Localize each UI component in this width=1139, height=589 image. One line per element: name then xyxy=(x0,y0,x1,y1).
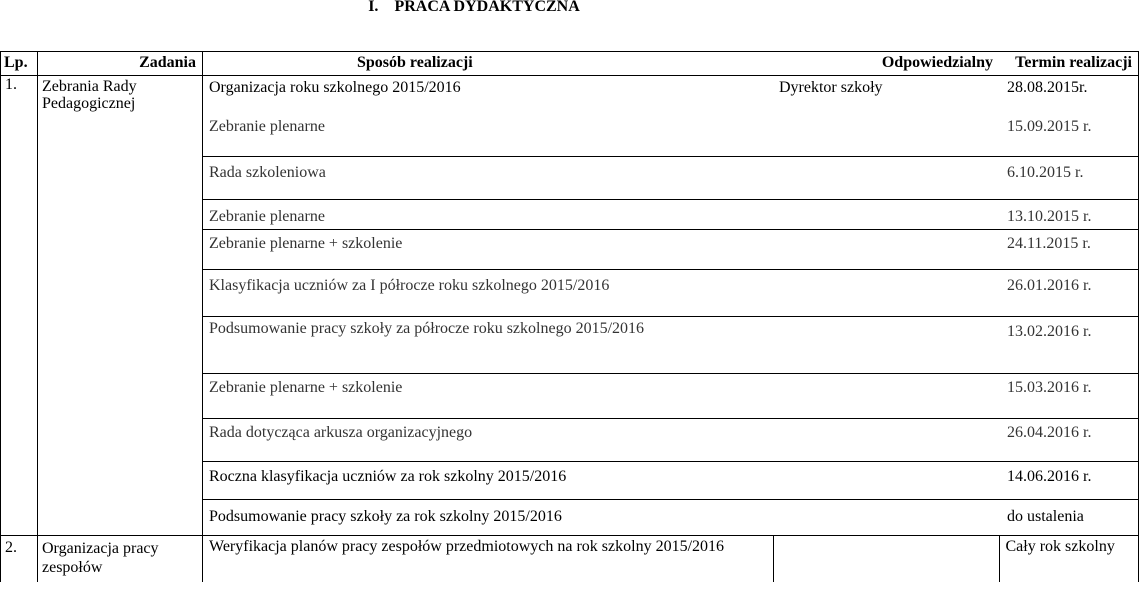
header-method: Sposób realizacji xyxy=(203,52,774,76)
method-cell xyxy=(203,536,774,582)
deadline-cell: 28.08.2015r. xyxy=(999,76,1139,117)
deadline-cell: 13.10.2015 r. xyxy=(999,200,1139,230)
method-cell: Organizacja roku szkolnego 2015/2016 xyxy=(209,79,461,96)
group-task: Organizacja pracy zespołów xyxy=(38,536,203,582)
responsible-cell xyxy=(773,270,999,317)
group-task: Zebrania Rady Pedagogicznej xyxy=(38,76,203,536)
table-row xyxy=(1,536,1139,582)
responsible-cell xyxy=(773,462,999,500)
method-cell: Zebranie plenarne xyxy=(203,200,774,230)
responsible-cell xyxy=(773,419,999,462)
plan-table xyxy=(0,51,1139,582)
method-text: Weryfikacja planów pracy zespołów przedmiotowych na rok szkolny 2015/2016 xyxy=(209,538,725,555)
header-lp: Lp. xyxy=(1,52,38,76)
method-cell: Zebranie plenarne + szkolenie xyxy=(203,230,774,270)
header-deadline: Termin realizacji xyxy=(999,52,1139,76)
method-text: Podsumowanie pracy szkoły za półrocze roku szkolnego 2015/2016 xyxy=(209,320,645,337)
deadline-cell: 24.11.2015 r. xyxy=(999,230,1139,270)
deadline-cell: 14.06.2016 r. xyxy=(999,462,1139,500)
method-cell xyxy=(203,317,774,374)
deadline-cell: 26.04.2016 r. xyxy=(999,419,1139,462)
method-cell: Rada dotycząca arkusza organizacyjnego xyxy=(203,419,774,462)
responsible-cell: Dyrektor szkoły xyxy=(779,79,883,96)
section-number: I. xyxy=(368,0,379,15)
responsible-cell xyxy=(773,317,999,374)
deadline-cell: 15.09.2015 r. xyxy=(999,117,1139,157)
table-row xyxy=(1,76,1139,117)
responsible-cell xyxy=(773,536,999,582)
method-cell: Klasyfikacja uczniów za I półrocze roku szkolnego 2015/2016 xyxy=(203,270,774,317)
responsible-cell xyxy=(773,117,999,157)
section-title: PRACA DYDAKTYCZNA xyxy=(394,0,580,15)
deadline-cell: 6.10.2015 r. xyxy=(999,157,1139,200)
group-number: 2. xyxy=(1,536,38,582)
method-cell: Zebranie plenarne xyxy=(209,117,325,135)
responsible-cell xyxy=(773,500,999,536)
responsible-cell xyxy=(773,157,999,200)
table-header-row xyxy=(1,52,1139,76)
method-cell: Rada szkoleniowa xyxy=(203,157,774,200)
method-cell: Podsumowanie pracy szkoły za rok szkolny 2015/2016 xyxy=(203,500,774,536)
responsible-cell xyxy=(773,200,999,230)
deadline-cell: 15.03.2016 r. xyxy=(999,374,1139,419)
header-responsible: Odpowiedzialny xyxy=(773,52,999,76)
section-heading xyxy=(0,0,960,17)
header-task: Zadania xyxy=(38,52,203,76)
responsible-cell xyxy=(773,374,999,419)
method-cell: Zebranie plenarne + szkolenie xyxy=(203,374,774,419)
group-number: 1. xyxy=(1,76,38,536)
deadline-cell: 26.01.2016 r. xyxy=(999,270,1139,317)
deadline-cell: do ustalenia xyxy=(999,500,1139,536)
method-cell: Roczna klasyfikacja uczniów za rok szkolny 2015/2016 xyxy=(203,462,774,500)
deadline-cell: 13.02.2016 r. xyxy=(999,317,1139,374)
responsible-cell xyxy=(773,230,999,270)
deadline-cell: Cały rok szkolny xyxy=(999,536,1139,582)
